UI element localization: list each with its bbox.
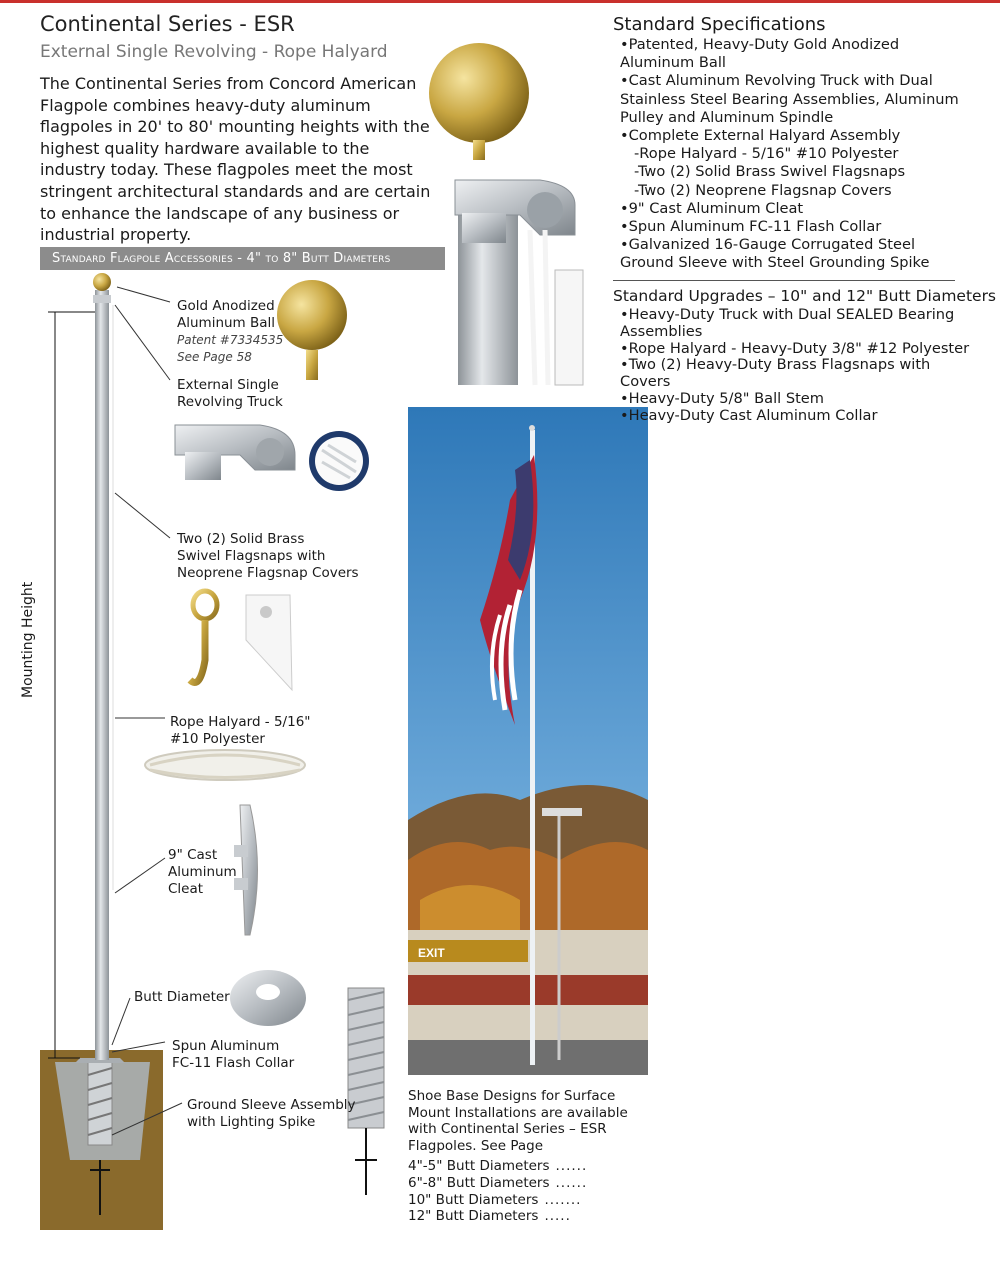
section-divider xyxy=(613,280,955,281)
specs-list xyxy=(612,36,972,273)
flag-photo xyxy=(408,407,648,1075)
upgrade-item: •Heavy-Duty 5/8" Ball Stem xyxy=(620,389,824,407)
spec-subitem: -Rope Halyard - 5/16" #10 Polyester xyxy=(634,145,899,163)
callout-ball: Gold Anodized Aluminum Ball Patent #7334535 See Page 58 xyxy=(177,298,284,364)
page-subtitle: External Single Revolving - Rope Halyard xyxy=(40,42,388,62)
callout-butt-diameter: Butt Diameter xyxy=(134,989,230,1005)
callout-flash-collar: Spun Aluminum FC-11 Flash Collar xyxy=(172,1038,295,1071)
callout-flagsnaps: Two (2) Solid Brass Swivel Flagsnaps with Neoprene Flagsnap Covers xyxy=(177,531,359,581)
gold-ball-thumbnail xyxy=(277,280,347,380)
callout-truck: External Single Revolving Truck xyxy=(177,377,283,410)
spec-item: •Complete External Halyard Assembly xyxy=(620,127,901,145)
flash-collar-thumbnail xyxy=(230,970,306,1026)
callout-halyard: Rope Halyard - 5/16" #10 Polyester xyxy=(170,714,311,747)
shoe-base-note: Shoe Base Designs for Surface Mount Installations are available with Continental Series – ESR Flagpoles. See Page xyxy=(408,1088,628,1154)
spec-item: •Galvanized 16-Gauge Corrugated Steel Ground Sleeve with Steel Grounding Spike xyxy=(620,236,930,272)
rope-coil-thumbnail xyxy=(145,750,305,780)
spec-item: •Patented, Heavy-Duty Gold Anodized Aluminum Ball xyxy=(620,36,900,72)
upgrades-title: Standard Upgrades – 10" and 12" Butt Diameters xyxy=(613,287,997,305)
spec-subitem: -Two (2) Neoprene Flagsnap Covers xyxy=(634,181,892,199)
callout-cleat: 9" Cast Aluminum Cleat xyxy=(168,847,237,897)
upgrades-list xyxy=(612,307,972,425)
butt-list-item: 6"-8" Butt Diameters ...... xyxy=(408,1174,588,1191)
accessories-bar: Standard Flagpole Accessories - 4" to 8" Butt Diameters xyxy=(40,247,445,270)
spec-item: •9" Cast Aluminum Cleat xyxy=(620,199,804,217)
cleat-thumbnail xyxy=(234,805,258,935)
butt-list-item: 12" Butt Diameters ..... xyxy=(408,1208,571,1225)
rope-cross-section-thumbnail xyxy=(309,431,369,491)
callout-ground-sleeve: Ground Sleeve Assembly with Lighting Spike xyxy=(187,1097,356,1130)
spec-subitem: -Two (2) Solid Brass Swivel Flagsnaps xyxy=(634,163,906,181)
pole-diagram xyxy=(40,273,182,1230)
page-title: Continental Series - ESR xyxy=(40,12,295,36)
truck-thumbnail xyxy=(175,425,295,480)
mounting-height-label: Mounting Height xyxy=(20,581,36,698)
upgrade-item: •Heavy-Duty Cast Aluminum Collar xyxy=(620,406,878,424)
spec-item: •Spun Aluminum FC-11 Flash Collar xyxy=(620,218,882,236)
upgrade-item: •Two (2) Heavy-Duty Brass Flagsnaps with Covers xyxy=(620,356,931,391)
flagsnap-thumbnail xyxy=(190,591,217,683)
ground-sleeve-thumbnail xyxy=(348,988,384,1195)
hero-finial-truck-image xyxy=(429,43,583,385)
snap-cover-thumbnail xyxy=(246,595,292,690)
upgrade-item: •Heavy-Duty Truck with Dual SEALED Bearing Assemblies xyxy=(620,306,955,340)
intro-paragraph: The Continental Series from Concord American Flagpole combines heavy-duty aluminum flagpoles in 20' to 80' mounting heights with the highest quality hardware available to the industry today. These flagpoles meet the most stringent architectural standards and are certain to enhance the landscape of any business or industrial property. xyxy=(40,74,431,245)
exit-sign-text: EXIT xyxy=(418,946,445,960)
butt-list-item: 4"-5" Butt Diameters ...... xyxy=(408,1158,588,1174)
spec-item: •Cast Aluminum Revolving Truck with Dual Stainless Steel Bearing Assemblies, Aluminum Pulley and Aluminum Spindle xyxy=(620,72,959,126)
butt-diameter-list xyxy=(408,1158,587,1225)
specs-title: Standard Specifications xyxy=(613,14,826,35)
upgrade-item: •Rope Halyard - Heavy-Duty 3/8" #12 Polyester xyxy=(620,339,970,357)
butt-list-item: 10" Butt Diameters ....... xyxy=(408,1191,582,1208)
